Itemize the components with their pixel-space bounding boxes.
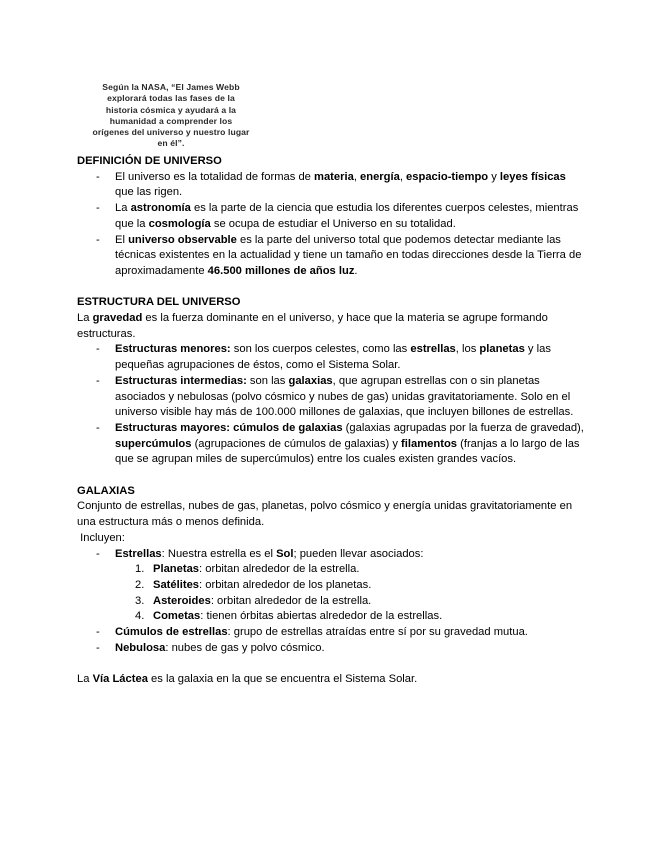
list-item bbox=[115, 641, 587, 657]
text: se ocupa de estudiar el Universo en su totalidad. bbox=[210, 217, 456, 230]
list-item bbox=[115, 625, 587, 641]
bold-term: energía bbox=[360, 170, 400, 183]
numbered-sublist bbox=[115, 562, 587, 625]
caption-line: humanidad a comprender los bbox=[109, 115, 233, 126]
item-number: 4. bbox=[135, 610, 145, 623]
caption-line: explorará todas las fases de la bbox=[107, 93, 235, 104]
text: : Nuestra estrella es el bbox=[161, 547, 277, 560]
text: es la parte del universo total que podemos detectar mediante las técnicas existentes en la actualidad y tiene un tamaño en todas direcciones desde la Tierra de aproximadamente bbox=[115, 233, 582, 277]
bold-term: estrellas bbox=[410, 343, 456, 356]
section-heading-estructura: ESTRUCTURA DEL UNIVERSO bbox=[77, 296, 241, 309]
bold-term: Estructuras menores: bbox=[115, 343, 231, 356]
text: (franjas a lo largo de las que se agrupan miles de supercúmulos) entre los cuales existen grandes vacíos. bbox=[115, 437, 580, 466]
bold-term: Nebulosa bbox=[115, 641, 166, 654]
text: es la galaxia en la que se encuentra el Sistema Solar. bbox=[147, 673, 418, 686]
paragraph bbox=[77, 311, 587, 342]
text: : tienen órbitas abiertas alrededor de la estrellas. bbox=[200, 610, 443, 623]
bold-term: Estructuras mayores: cúmulos de galaxias bbox=[115, 421, 343, 434]
list-item bbox=[115, 170, 587, 201]
text: . bbox=[354, 264, 358, 277]
list-item bbox=[115, 201, 587, 232]
bold-term: 46.500 millones de años luz bbox=[207, 264, 355, 277]
text: (agrupaciones de cúmulos de galaxias) y bbox=[191, 437, 402, 450]
text: que las rigen. bbox=[115, 186, 183, 199]
text: (galaxias agrupadas por la fuerza de gravedad), bbox=[342, 421, 584, 434]
bold-term: Estructuras intermedias: bbox=[115, 374, 247, 387]
structure-list bbox=[77, 342, 587, 468]
bold-term: gravedad bbox=[92, 312, 143, 325]
definition-list bbox=[77, 170, 587, 280]
text: : orbitan alrededor de la estrella. bbox=[210, 594, 372, 607]
caption-line: orígenes del universo y nuestro lugar bbox=[92, 127, 250, 138]
bold-term: astronomía bbox=[130, 202, 191, 215]
galaxy-components-list bbox=[77, 547, 587, 657]
bold-term: cosmología bbox=[148, 217, 211, 230]
text: y las pequeñas agrupaciones de éstos, como el Sistema Solar. bbox=[115, 343, 551, 372]
text: La bbox=[115, 202, 131, 215]
text: son las bbox=[246, 374, 289, 387]
text: : grupo de estrellas atraídas entre sí por su gravedad mutua. bbox=[227, 626, 528, 639]
numbered-item bbox=[135, 609, 587, 625]
bold-term: Asteroides bbox=[153, 594, 211, 607]
spacer bbox=[77, 656, 587, 672]
text: , que agrupan estrellas con o sin planetas asociados y nebulosas (polvo cósmico y nubes de gas) unidas gravitatoriamente. Solo en el universo visible hay más de 100.000 millones de galaxias, que incluyen billones de estrellas. bbox=[115, 374, 574, 419]
document-body bbox=[77, 154, 587, 688]
bold-term: Satélites bbox=[153, 578, 200, 591]
caption-line: en él”. bbox=[157, 138, 185, 149]
item-number: 1. bbox=[135, 563, 145, 576]
text: ; pueden llevar asociados: bbox=[293, 547, 424, 560]
text: El bbox=[115, 233, 129, 246]
list-item bbox=[115, 342, 587, 373]
text: , bbox=[399, 170, 407, 183]
list-item bbox=[115, 374, 587, 421]
bold-term: materia bbox=[314, 170, 354, 183]
text: es la fuerza dominante en el universo, y hace que la materia se agrupe formando estructuras. bbox=[77, 312, 548, 340]
list-item bbox=[115, 233, 587, 280]
spacer bbox=[77, 468, 587, 484]
text: La bbox=[77, 312, 93, 325]
bold-term: Cometas bbox=[153, 610, 201, 623]
text: : orbitan alrededor de la estrella. bbox=[199, 563, 360, 576]
bold-term: espacio-tiempo bbox=[406, 170, 489, 183]
text: y bbox=[488, 170, 500, 183]
list-item bbox=[115, 421, 587, 468]
numbered-item bbox=[135, 594, 587, 610]
text: El universo es la totalidad de formas de bbox=[115, 170, 314, 183]
bold-term: Planetas bbox=[153, 563, 200, 576]
item-number: 2. bbox=[135, 578, 145, 591]
item-number: 3. bbox=[135, 594, 145, 607]
bold-term: universo observable bbox=[128, 233, 237, 246]
section-heading-galaxias: GALAXIAS bbox=[77, 484, 135, 497]
closing-paragraph bbox=[77, 672, 587, 688]
text: La bbox=[77, 673, 93, 686]
text: , bbox=[353, 170, 361, 183]
bold-term: Estrellas bbox=[115, 547, 162, 560]
bold-term: leyes físicas bbox=[499, 170, 566, 183]
text: es la parte de la ciencia que estudia los diferentes cuerpos celestes, mientras que la bbox=[115, 202, 579, 230]
image-caption bbox=[80, 82, 262, 150]
text: : orbitan alrededor de los planetas. bbox=[199, 578, 372, 591]
text: son los cuerpos celestes, como las bbox=[230, 343, 411, 356]
bold-term: Vía Láctea bbox=[92, 673, 148, 686]
bold-term: planetas bbox=[479, 343, 525, 356]
caption-line: historia cósmica y ayudará a la bbox=[105, 104, 237, 115]
bold-term: galaxias bbox=[288, 374, 333, 387]
text: , los bbox=[455, 343, 480, 356]
bold-term: Cúmulos de estrellas bbox=[115, 626, 228, 639]
bold-term: Sol bbox=[276, 547, 294, 560]
spacer bbox=[77, 280, 587, 296]
bold-term: supercúmulos bbox=[115, 437, 192, 450]
list-item bbox=[115, 547, 587, 626]
paragraph: Conjunto de estrellas, nubes de gas, planetas, polvo cósmico y energía unidas gravitatoriamente en una estructura más o menos definida. bbox=[77, 500, 573, 529]
bold-term: filamentos bbox=[401, 437, 457, 450]
text: : nubes de gas y polvo cósmico. bbox=[165, 641, 325, 654]
paragraph: Incluyen: bbox=[77, 531, 125, 544]
section-heading-definicion: DEFINICIÓN DE UNIVERSO bbox=[77, 155, 222, 167]
numbered-item bbox=[135, 578, 587, 594]
caption-line: Según la NASA, “El James Webb bbox=[102, 82, 240, 92]
numbered-item bbox=[135, 562, 587, 578]
